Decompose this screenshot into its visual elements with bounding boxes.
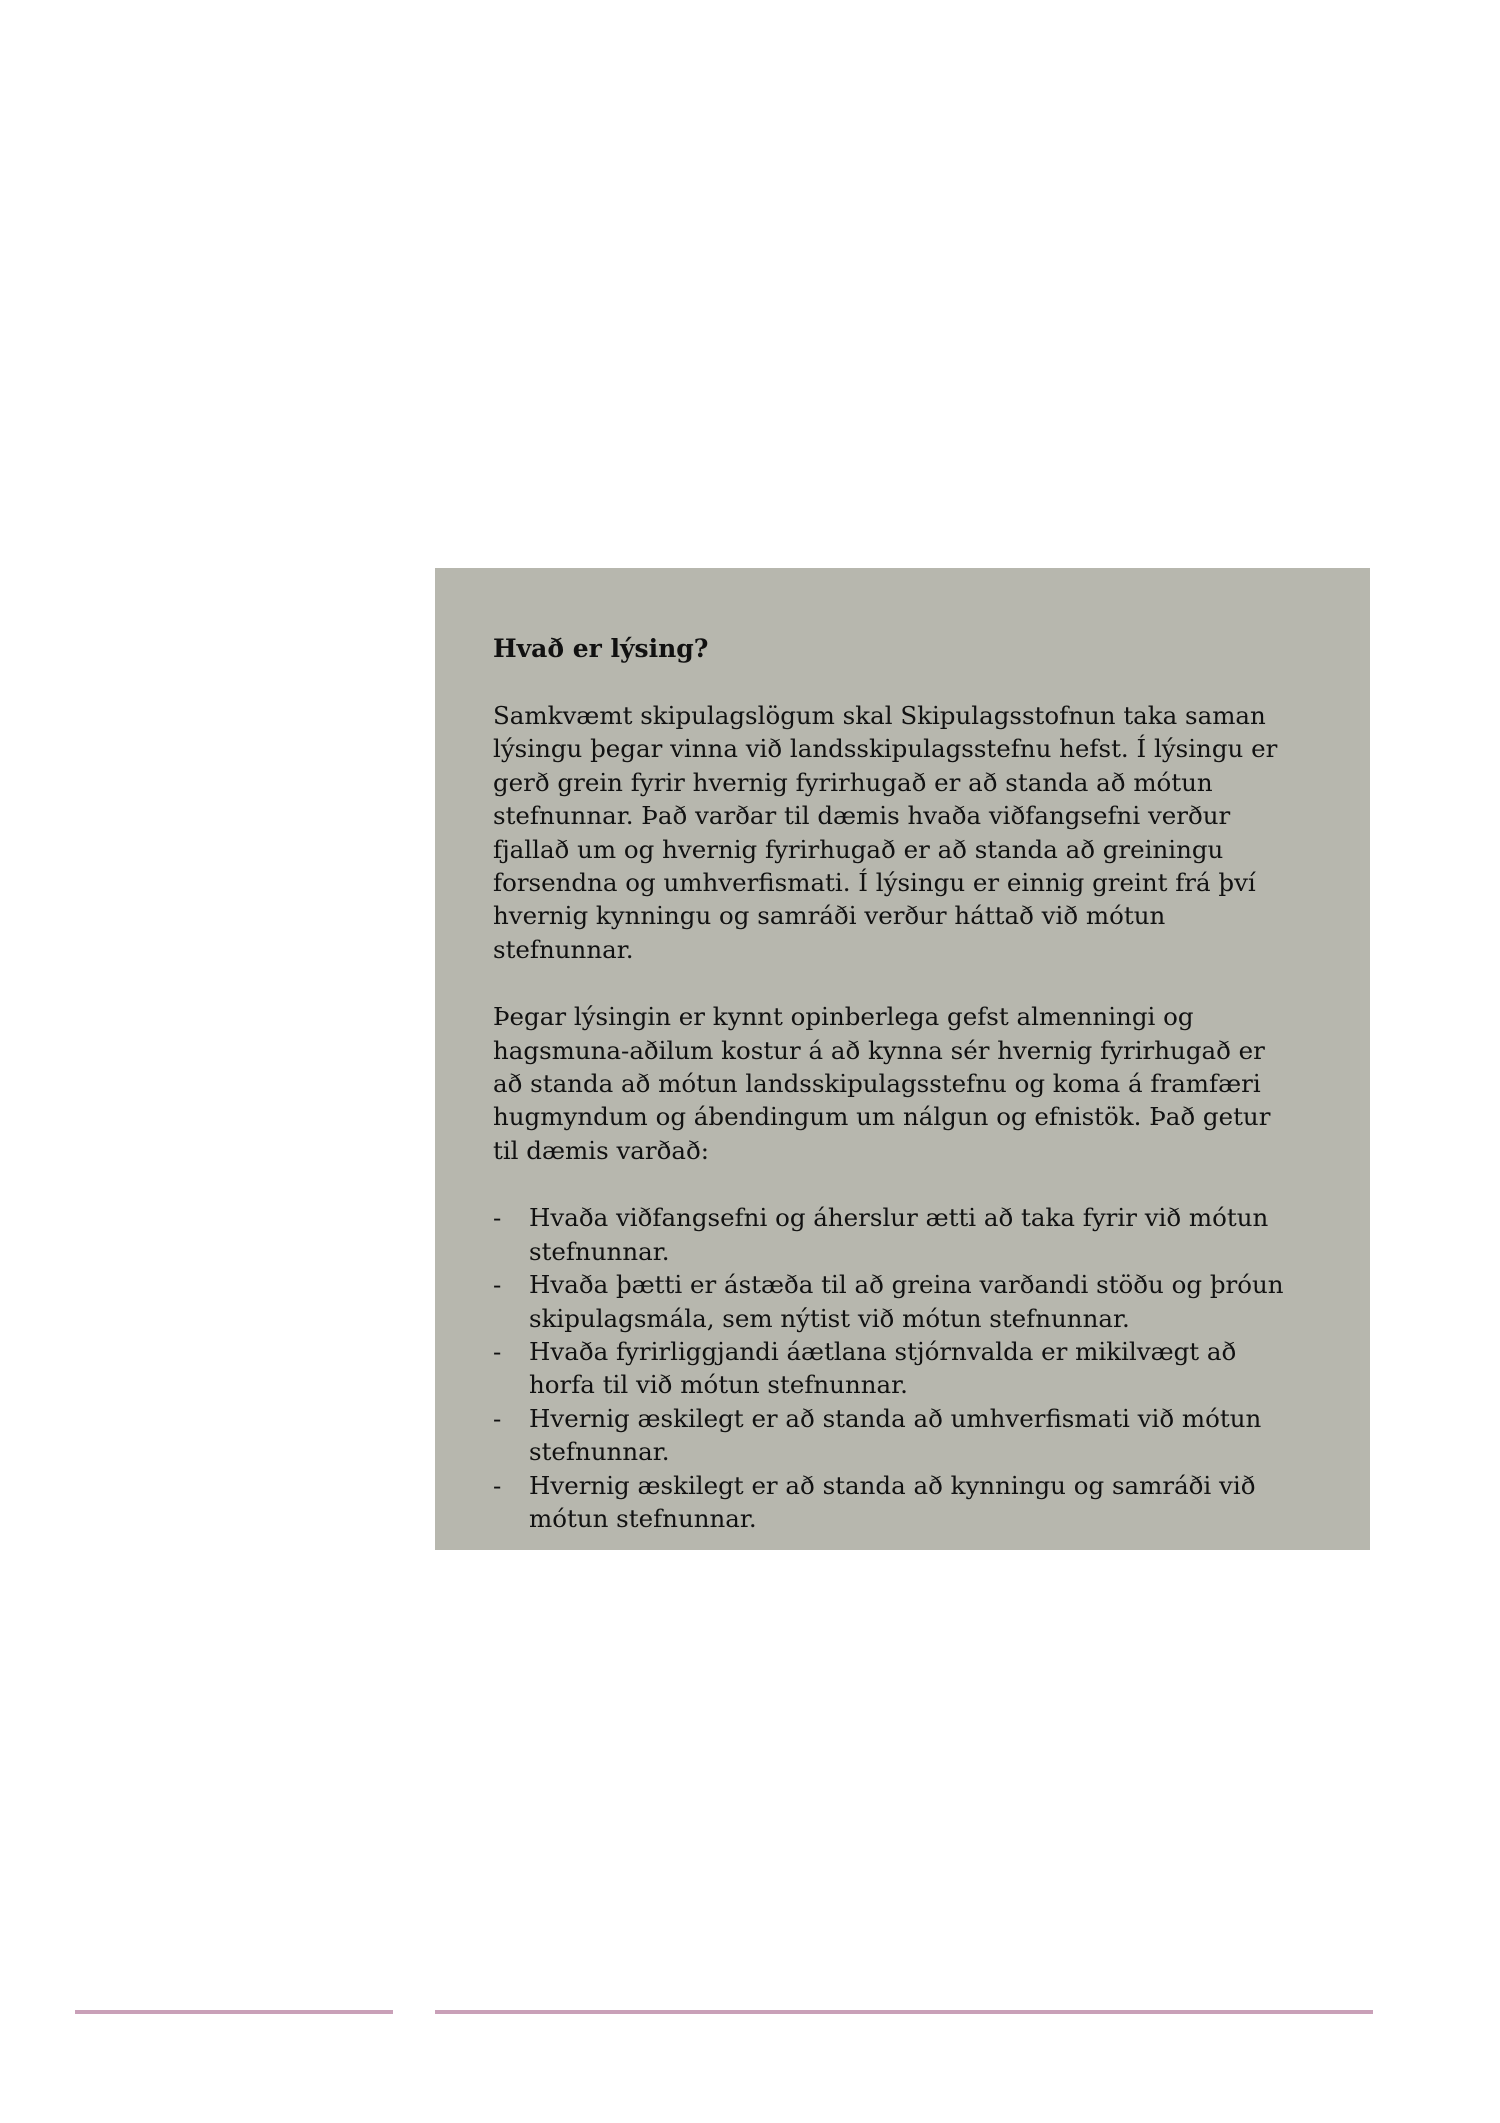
list-item [493,1268,1300,1335]
bullet-marker: - [493,1270,502,1300]
list-item [493,1335,1300,1402]
list-item [493,1201,1300,1268]
bullet-text: Hvaða fyrirliggjandi áætlana stjórnvalda er mikilvægt að horfa til við mótun stefnunnar. [529,1336,1237,1400]
bullet-text: Hvernig æskilegt er að standa að umhverfismati við mótun stefnunnar. [529,1403,1262,1467]
bullet-text: Hvaða þætti er ástæða til að greina varðandi stöðu og þróun skipulagsmála, sem nýtist við mótun stefnunnar. [529,1270,1284,1333]
info-box [435,568,1370,1550]
paragraph-public: Þegar lýsingin er kynnt opinberlega gefst almenningi og hagsmuna-aðilum kostur á að kynna sér hvernig fyrirhugað er að standa að mótun landsskipulagsstefnu og koma á framfæri hugmyndum og ábendingum um nálgun og efnistök. Það getur til dæmis varðað: [493,1002,1271,1165]
box-heading: Hvað er lýsing? [493,634,709,663]
list-item [493,1469,1300,1536]
bullet-text: Hvernig æskilegt er að standa að kynningu og samráði við mótun stefnunnar. [529,1470,1256,1533]
bullet-marker: - [493,1336,502,1366]
footer-rule-right [435,2010,1373,2014]
footer-rule-left [75,2010,393,2014]
bullet-text: Hvaða viðfangsefni og áherslur ætti að taka fyrir við mótun stefnunnar. [529,1203,1269,1266]
bullet-list [493,1201,1300,1535]
list-item [493,1402,1300,1469]
bullet-marker: - [493,1403,502,1433]
paragraph-intro: Samkvæmt skipulagslögum skal Skipulagsstofnun taka saman lýsingu þegar vinna við landsskipulagsstefnu hefst. Í lýsingu er gerð grein fyrir hvernig fyrirhugað er að standa að mótun stefnunnar. Það varðar til dæmis hvaða viðfangsefni verður fjallað um og hvernig fyrirhugað er að standa að greiningu forsendna og umhverfismati. Í lýsingu er einnig greint frá því hvernig kynningu og samráði verður háttað við mótun stefnunnar. [493,701,1278,964]
bullet-marker: - [493,1470,502,1500]
bullet-marker: - [493,1203,502,1233]
